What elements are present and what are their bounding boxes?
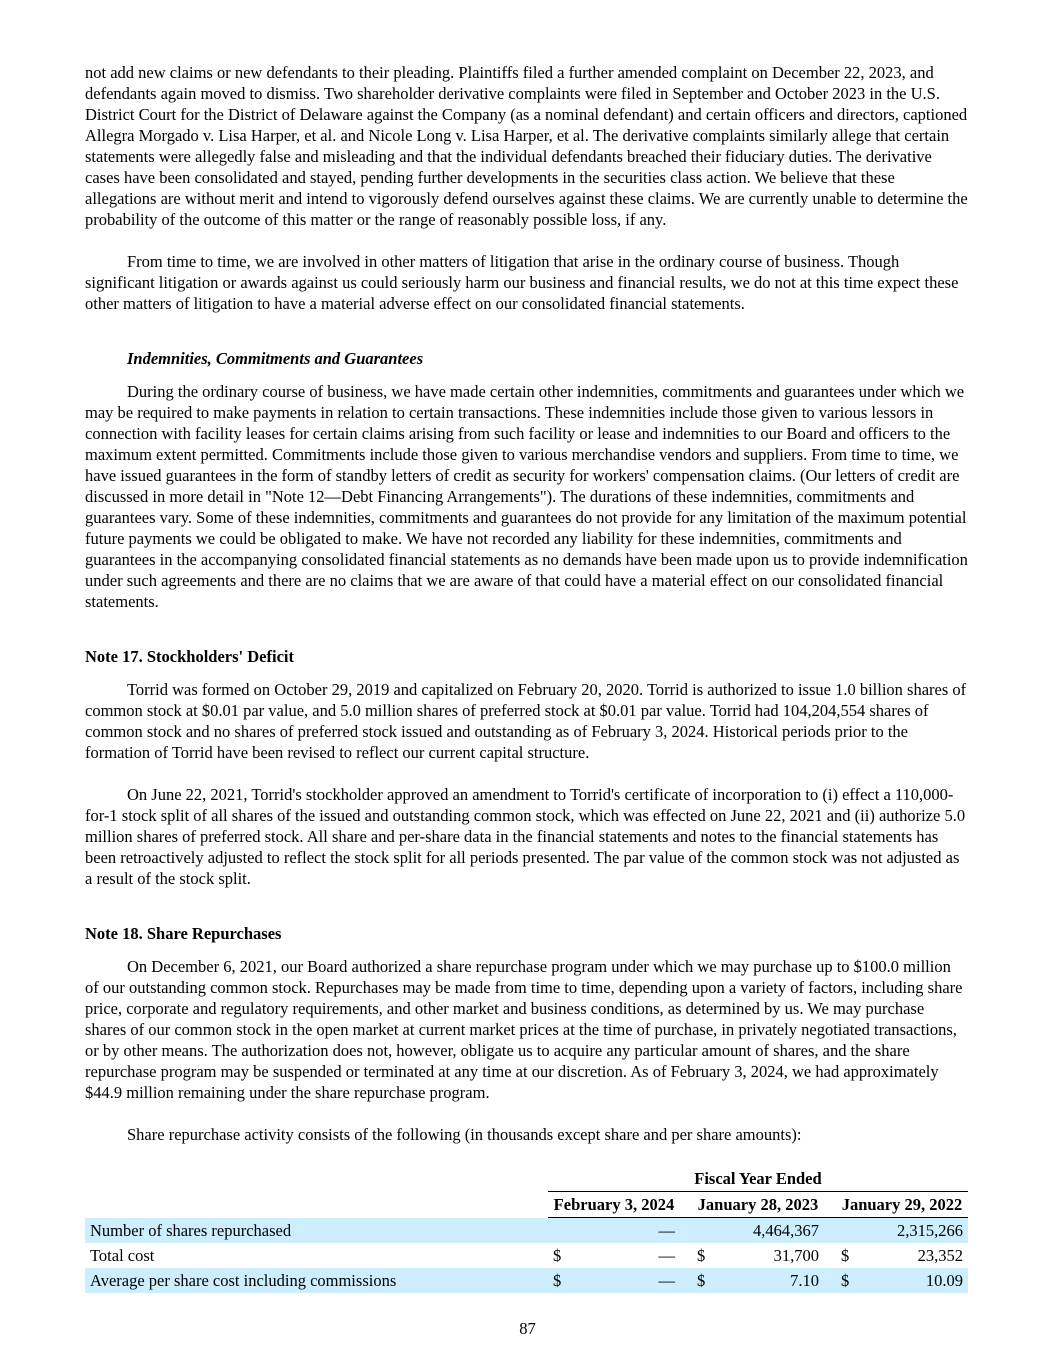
spacer-cell bbox=[824, 1243, 836, 1268]
value-cell: — bbox=[658, 1246, 675, 1265]
value-cell: 23,352 bbox=[917, 1246, 963, 1265]
value-cell: 7.10 bbox=[712, 1268, 824, 1293]
paragraph-note17-stock-split: On June 22, 2021, Torrid's stockholder approved an amendment to Torrid's certificate of incorporation to (i) effect a 110,000-for-1 stock split of all shares of the issued and outstanding common stock, which was effected on June 22, 2021 and (ii) authorize 5.0 million shares of preferred stock. All share and per-share data in the financial statements and notes to the financial statements has been retroactively adjusted to reflect the stock split for all periods presented. The par value of the common stock was not adjusted as a result of the stock split. bbox=[85, 785, 966, 888]
column-header-february-3-2024: February 3, 2024 bbox=[548, 1192, 680, 1218]
page-number: 87 bbox=[519, 1319, 536, 1338]
currency-symbol-cell: $ bbox=[552, 1246, 562, 1265]
spacer-cell bbox=[824, 1218, 836, 1244]
value-cell: 10.09 bbox=[856, 1268, 968, 1293]
currency-symbol-cell bbox=[692, 1218, 712, 1244]
paragraph-other-litigation: From time to time, we are involved in other matters of litigation that arise in the ordinary course of business. Though significant litigation or awards against us could seriously harm our business and financial results, we do not at this time expect these other matters of litigation to have a material adverse effect on our consolidated financial statements. bbox=[85, 252, 959, 313]
currency-symbol-cell: $ bbox=[840, 1246, 850, 1265]
heading-indemnities-commitments-guarantees: Indemnities, Commitments and Guarantees bbox=[127, 349, 424, 368]
spacer-cell bbox=[680, 1192, 692, 1218]
spacer-cell bbox=[85, 1166, 548, 1192]
paragraph-litigation-continuation: not add new claims or new defendants to their pleading. Plaintiffs filed a further amended complaint on December 22, 2023, and defendants again moved to dismiss. Two shareholder derivative complaints were filed in September and October 2023 in the U.S. District Court for the District of Delaware against the Company (as a nominal defendant) and certain officers and directors, captioned Allegra Morgado v. Lisa Harper, et al. and Nicole Long v. Lisa Harper, et al. The derivative complaints similarly allege that certain statements were allegedly false and misleading and that the individual defendants breached their fiduciary duties. The derivative cases have been consolidated and stayed, pending further developments in the securities class action. We believe that these allegations are without merit and intend to vigorously defend ourselves against these claims. We are currently unable to determine the probability of the outcome of this matter or the range of reasonably possible loss, if any. bbox=[85, 63, 968, 229]
currency-symbol-cell: $ bbox=[692, 1268, 712, 1293]
fiscal-year-ended-header: Fiscal Year Ended bbox=[548, 1166, 968, 1192]
spacer-cell bbox=[824, 1268, 836, 1293]
table-column-header-row bbox=[85, 1192, 968, 1218]
currency-symbol-cell bbox=[548, 1218, 568, 1244]
paragraph-indemnities-body: During the ordinary course of business, we have made certain other indemnities, commitments and guarantees under which we may be required to make payments in relation to certain transactions. These indemnities include those given to various lessors in connection with facility leases for certain claims arising from such facility or lease and indemnities to our Board and officers to the maximum extent permitted. Commitments include those given to various merchandise vendors and suppliers. From time to time, we have issued guarantees in the form of standby letters of credit as security for workers' compensation claims. (Our letters of credit are discussed in more detail in "Note 12—Debt Financing Arrangements"). The durations of these indemnities, commitments and guarantees vary. Some of these indemnities, commitments and guarantees do not provide for any limitation of the maximum potential future payments we could be obligated to make. We have not recorded any liability for these indemnities, commitments and guarantees in the accompanying consolidated financial statements as no demands have been made upon us to provide indemnification under such agreements and there are no claims that we are aware of that could have a material effect on our consolidated financial statements. bbox=[85, 382, 968, 611]
spacer-cell bbox=[680, 1268, 692, 1293]
row-label: Number of shares repurchased bbox=[85, 1218, 548, 1244]
spacer-cell bbox=[85, 1192, 548, 1218]
table-group-header-row bbox=[85, 1166, 968, 1192]
spacer-cell bbox=[680, 1218, 692, 1244]
row-label: Average per share cost including commissions bbox=[85, 1268, 548, 1293]
paragraph-note17-formation: Torrid was formed on October 29, 2019 and capitalized on February 20, 2020. Torrid is authorized to issue 1.0 billion shares of common stock at $0.01 par value, and 5.0 million shares of preferred stock at $0.01 par value. Torrid had 104,204,554 shares of common stock and no shares of preferred stock issued and outstanding as of February 3, 2024. Historical periods prior to the formation of Torrid have been revised to reflect our current capital structure. bbox=[85, 680, 967, 762]
paragraph-note18-table-intro: Share repurchase activity consists of the following (in thousands except share and per share amounts): bbox=[127, 1125, 802, 1144]
value-cell: 4,464,367 bbox=[712, 1218, 824, 1244]
table-row bbox=[85, 1218, 968, 1244]
spacer-cell bbox=[824, 1192, 836, 1218]
currency-symbol-cell bbox=[836, 1218, 856, 1244]
column-header-january-29-2022: January 29, 2022 bbox=[836, 1192, 968, 1218]
currency-symbol-cell: $ bbox=[836, 1268, 856, 1293]
table-row bbox=[85, 1243, 968, 1268]
spacer-cell bbox=[680, 1243, 692, 1268]
heading-note-18-share-repurchases: Note 18. Share Repurchases bbox=[85, 924, 282, 943]
currency-symbol-cell: $ bbox=[696, 1246, 706, 1265]
share-repurchase-activity-table bbox=[85, 1166, 968, 1293]
heading-note-17-stockholders-deficit: Note 17. Stockholders' Deficit bbox=[85, 647, 294, 666]
row-label: Total cost bbox=[90, 1246, 155, 1265]
value-cell: — bbox=[568, 1218, 680, 1244]
value-cell: 31,700 bbox=[773, 1246, 819, 1265]
paragraph-note18-program: On December 6, 2021, our Board authorized a share repurchase program under which we may purchase up to $100.0 million of our outstanding common stock. Repurchases may be made from time to time, depending upon a variety of factors, including share price, corporate and regulatory requirements, and other market and business conditions, as determined by us. We may purchase shares of our common stock in the open market at current market prices at the time of purchase, in privately negotiated transactions, or by other means. The authorization does not, however, obligate us to acquire any particular amount of shares, and the share repurchase program may be suspended or terminated at any time at our discretion. As of February 3, 2024, we had approximately $44.9 million remaining under the share repurchase program. bbox=[85, 957, 963, 1102]
value-cell: 2,315,266 bbox=[856, 1218, 968, 1244]
value-cell: — bbox=[568, 1268, 680, 1293]
table-row bbox=[85, 1268, 968, 1293]
currency-symbol-cell: $ bbox=[548, 1268, 568, 1293]
column-header-january-28-2023: January 28, 2023 bbox=[692, 1192, 824, 1218]
